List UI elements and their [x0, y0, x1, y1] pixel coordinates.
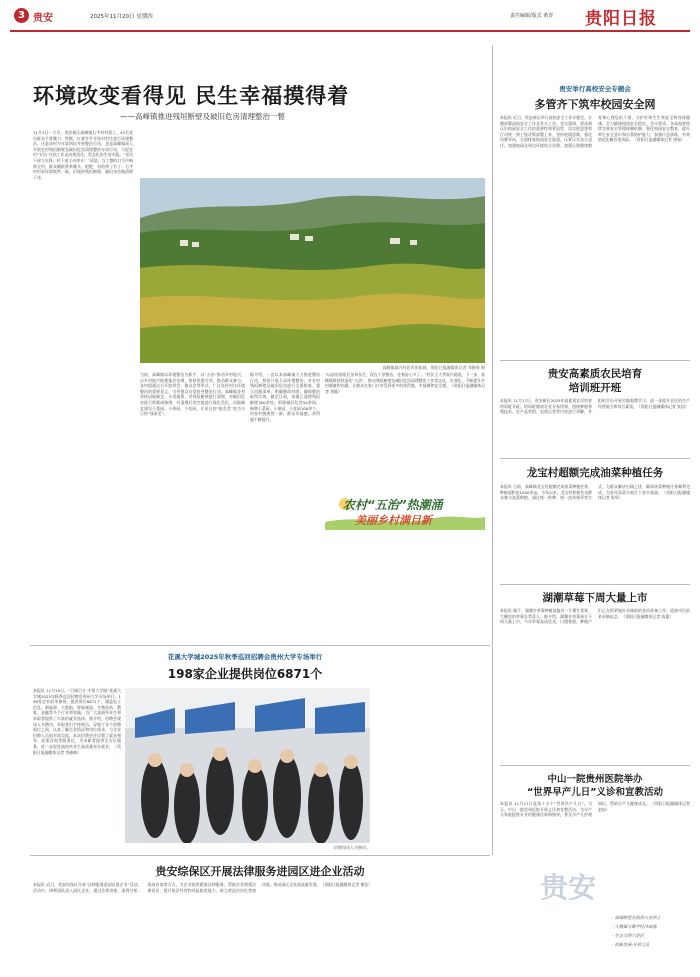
main-story-col3: 据介绍，一直以来高峰镇大力推进整治行动，持续开展人居环境整治，对农村残垣断壁及破旧危房进行全面排查，建立问题清单，明确整改时限，确保整治取得实效。截至目前，该镇已清理残垣断壁300余处，拆除破旧危房50余间，新增小菜园、小果园、小花园100余个，村容村貌焕然一新，群众幸福感、获得感不断提升。: [250, 372, 320, 422]
premature-baby-headline-1: 中山一院贵州医院举办: [547, 774, 643, 785]
header-rule: [10, 30, 690, 32]
main-subheadline: ——高峰镇推进残垣断壁及破旧危房清理整治一瞥: [120, 112, 285, 121]
job-fair-photo-caption: 招聘现场人头攒动。: [334, 845, 370, 850]
main-story-col4: “以前房前屋后杂草丛生，现在干净整洁，住着舒心多了。”村民王大爷高兴地说。下一步，高峰镇将持续深化“五治”，推动残垣断壁及破旧危房清理整治工作常态化、长效化，不断提升乡村颜值和内涵，让群众在家门口享受到更多的获得感、幸福感和安全感。（贵阳日报融媒体记者 刘璇）: [325, 372, 485, 394]
footer-slogan-4: · 创新发展·开放之区: [612, 942, 650, 947]
job-fair-kicker: 花溪大学城2025年秋季巡回招聘会贵州大学专场举行: [167, 653, 323, 661]
banner-line1: 农村“五治”热潮涌: [343, 498, 443, 512]
main-story-col2: 当前，高峰镇以环境整治为抓手，以“五治”推动乡村振兴，以乡村振兴助推基层治理，坚持党建引领，推动群众参与。各村组通过召开院坝会、群众会等形式，广泛宣传村庄环境整治的重要意义，引导群众自觉投身整治行动。高峰镇各村坚持因地制宜、分类施策，对残垣断壁进行清理，对破旧危房进行拆除或修缮，对清理后的空地进行绿化美化，因地制宜建设小菜园、小果园、小花园，让昔日的“脏乱差”变为今日的“绿净美”。: [140, 372, 245, 417]
farmer-training-text: 本报讯 11月17日，贵安新区2025年高素质农民培育培训班开班。培训班邀请农业专家授课，围绕种植养殖技术、农产品营销、电商运营等内容进行讲解，并组织学员开展实地观摩学习，进一步提升农民的生产经营能力和综合素质。（贵阳日报融媒体记者 张国）: [500, 398, 690, 415]
rapeseed-text: 本报讯 日前，高峰镇龙宝村超额完成油菜种植任务，种植面积达1000余亩。今年以来，龙宝村积极发动群众参与油菜种植，通过统一供种、统一技术指导等方式，为群众解决后顾之忧，确保油菜种植任务顺利完成，为来年油菜丰收打下坚实基础。（贵阳日报融媒体记者 陈华）: [500, 484, 690, 501]
job-fair-photo: [125, 688, 370, 843]
issue-date: 2025年11月20日 星期四: [90, 14, 153, 20]
divider-r3: [500, 584, 690, 585]
divider-r1: [500, 360, 690, 361]
legal-service-headline: 贵安综保区开展法律服务进园区进企业活动: [155, 865, 365, 878]
main-story-col1: 11月5日一大早，贵安新区高峰镇石平村村道上，45名党员群众手拿锄刀、铁锹，扛着竹竿开始对村庄进行环境整治。这是该村今年第四次开展整治行动，也是高峰镇深入开展农村残垣断壁及破旧危房清理整治专项行动，力促农村“五治”这项工作走向规范化、常态化的生动实践。“党员干部当先锋，村干部主动带头！”清晨，当工整的口号声响彻全村，群众踊跃带来锄头、钯耙，有的带了竹子。石平村村容环境焕然一新，沿线的残垣断壁、破旧杂房被清理干净。: [33, 130, 133, 180]
section-label: 贵安: [33, 13, 53, 24]
job-fair-text: 本报讯 11月19日，“百城百万·才聚大学城”花溪大学城2025年秋季巡回招聘会贵州大学专场举行。198家企业前来参展，提供岗位6871个，涵盖电子信息、新能源、大数据、智能制造、生物医药、教育、金融等多个行业和领域，为广大高校毕业生和求职者提供了丰富的就业选择。据介绍，招聘会现场人头攒动，求职者们手持简历，穿梭于各个招聘展位之间，认真了解企业情况和岗位需求，与企业招聘人员面对面交流。本次招聘会还设置了就业指导、政策咨询等服务区，为求职者提供全方位服务，进一步促进高校毕业生高质量充分就业。（贵阳日报融媒体记者 李雅梅）: [33, 688, 121, 755]
strawberry-headline: 湖潮草莓下周大量上市: [542, 592, 648, 604]
divider-r4: [500, 765, 690, 766]
farmer-training-headline-1: 贵安高素质农民培育: [547, 368, 643, 380]
rapeseed-headline: 龙宝村超额完成油菜种植任务: [526, 467, 664, 479]
job-fair-headline: 198家企业提供岗位6871个: [167, 667, 323, 681]
campus-safety-headline: 多管齐下筑牢校园安全网: [534, 98, 656, 111]
newspaper-logo: 贵阳日报: [585, 9, 657, 29]
main-headline: 环境改变看得见 民生幸福摸得着: [33, 84, 350, 108]
divider-bottom: [30, 855, 490, 856]
premature-baby-text: 本报讯 11月17日是第十五个“世界早产儿日”。当天，中山一院贵州医院开展义诊和宣教活动，为早产儿家庭提供专业的健康咨询和指导，普及早产儿护理知识，帮助早产儿健康成长。（贵阳日报融媒体记者 赵灿）: [500, 801, 690, 818]
divider-mid: [30, 645, 490, 646]
banner-line2: 美丽乡村满目新: [355, 514, 432, 527]
page-number: 3: [14, 8, 29, 23]
premature-baby-headline-2: “世界早产儿日”义诊和宣教活动: [527, 787, 663, 798]
footer-slogan-3: · 生态文明示范区: [612, 933, 644, 938]
village-landscape-photo: [140, 178, 485, 363]
farmer-training-headline-2: 培训班开班: [568, 382, 622, 394]
divider-r2: [500, 458, 690, 459]
guian-logo: 贵安: [540, 871, 597, 904]
campus-safety-text: 本报讯 近日，贵安新区举行高校安全工作专题会，专题部署高校安全工作及有关工作。会议强调，要深刻认识校园安全工作的重要性和紧迫性，切实把思想和行动统一到上级决策部署上来，坚持底线思维，强化问题导向，全面排查校园安全隐患，压紧压实各方责任，加强校园及周边环境综合治理，加强心理健康教育和心理危机干预，守护好师生生命安全和身体健康，全力确保校园安全稳定。会议要求，各高校要持续完善安全管理体制机制，强化校园安全教育，提升师生安全意识和自我防护能力，加强应急演练，有效防范化解各类风险。（贵阳日报融媒体记者 唐丽）: [500, 115, 690, 148]
main-photo-caption: 高峰镇境内村居风景如画。贵阳日报融媒体记者 邓修春 摄: [382, 365, 485, 370]
footer-slogan-1: · 高端制造业投资兴业热土: [612, 915, 661, 920]
slogan-banner: [325, 492, 485, 530]
campus-safety-kicker: 贵安举行高校安全专题会: [559, 85, 631, 93]
footer-slogan-2: · 大数据与数字经济高地: [612, 924, 657, 929]
legal-service-text: 本报讯 近日，贵安综保区开展“法律服务进园区进企业”活动。活动中，律师团队深入园区企业，通过法律讲座、案例分析、现场咨询等方式，为企业提供精准法律服务，帮助企业增强法律意识，提升依法经营和风险防范能力，助力营造法治化营商环境，推动园区企业高质量发展。（贵阳日报融媒体记者 谢佳）: [33, 882, 373, 893]
strawberry-text: 本报讯 眼下，湖潮乡草莓种植基地内一片繁忙景象，大棚里的草莓长势喜人。据介绍，湖潮乡草莓预计下周大量上市，今年草莓品质优良，口感香甜，种植户们正在抓紧做好采摘前的各项准备工作，迎接市民前来采摘品尝。（贵阳日报融媒体记者 陈惠）: [500, 608, 690, 625]
editor-credit: 责任编辑/版式 黄青: [510, 13, 554, 19]
column-divider: [492, 45, 493, 855]
